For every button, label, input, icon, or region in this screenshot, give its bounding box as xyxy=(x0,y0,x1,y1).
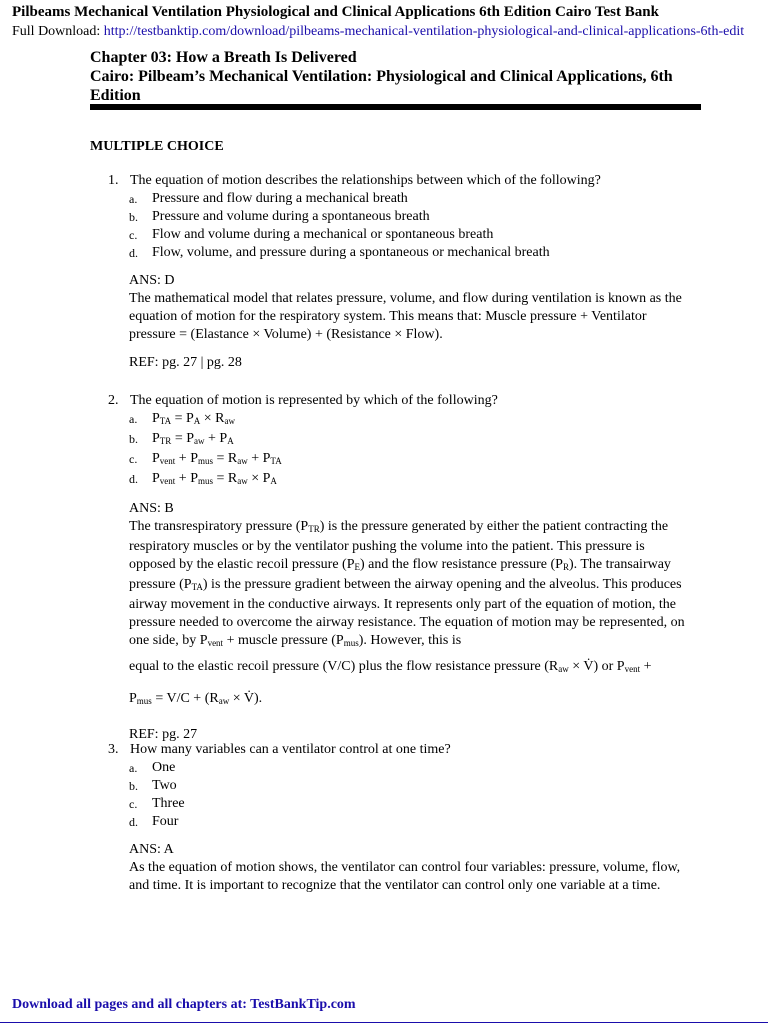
options-list xyxy=(129,759,708,831)
option-a xyxy=(129,410,708,430)
option-text: Pressure and flow during a mechanical breath xyxy=(152,191,408,206)
reference: REF: pg. 27 | pg. 28 xyxy=(129,355,242,370)
chapter-heading xyxy=(90,48,710,105)
question-number: 2. xyxy=(108,393,119,408)
option-text: Flow, volume, and pressure during a spontaneous or mechanical breath xyxy=(152,245,550,260)
option-letter: d. xyxy=(129,815,138,829)
option-letter: a. xyxy=(129,192,138,206)
option-formula: $P_{vent} + P_{mus} = R_{aw} \times P_A$ xyxy=(152,471,277,486)
page-title: Pilbeams Mechanical Ventilation Physiological and Clinical Applications 6th Edition Cairo Test Bank xyxy=(12,4,659,20)
heading-rule xyxy=(90,104,701,110)
option-letter: a. xyxy=(129,412,138,426)
option-b xyxy=(129,430,708,450)
option-formula: $P_{vent} + P_{mus} = R_{aw} + P_{TA}$ xyxy=(152,451,282,466)
option-letter: c. xyxy=(129,452,138,466)
subscript: aw xyxy=(194,436,205,446)
subscript: aw xyxy=(558,664,569,674)
footer-download-link[interactable]: Download all pages and all chapters at: TestBankTip.com xyxy=(12,997,356,1012)
subscript: mus xyxy=(136,696,152,706)
question-stem: The equation of motion describes the relationships between which of the following? xyxy=(130,173,601,188)
option-d xyxy=(129,244,708,262)
option-d xyxy=(129,813,708,831)
download-line xyxy=(12,24,744,40)
question-number: 1. xyxy=(108,173,119,188)
section-heading: MULTIPLE CHOICE xyxy=(90,139,224,154)
subscript: aw xyxy=(237,456,248,466)
option-c xyxy=(129,795,708,813)
option-text: Three xyxy=(152,796,185,811)
reference: REF: pg. 27 xyxy=(129,727,198,742)
option-c xyxy=(129,226,708,244)
subscript: E xyxy=(354,562,360,572)
option-letter: c. xyxy=(129,228,138,242)
option-text: Pressure and volume during a spontaneous breath xyxy=(152,209,430,224)
subscript: vent xyxy=(159,476,176,486)
subscript: mus xyxy=(343,638,359,648)
answer: ANS: A xyxy=(129,842,174,857)
subscript: R xyxy=(562,562,569,572)
answer: ANS: D xyxy=(129,273,175,288)
option-letter: c. xyxy=(129,797,138,811)
subscript: TA xyxy=(159,416,172,426)
option-a xyxy=(129,190,708,208)
options-list xyxy=(129,190,708,262)
explanation: The mathematical model that relates pressure, volume, and flow during ventilation is known as the equation of motion for the respiratory system. This means that: Muscle pressure + Ventilator pressure = (Elastance × Volume) + (Resistance × Flow). xyxy=(129,291,682,342)
option-d xyxy=(129,470,708,490)
subscript: mus xyxy=(197,456,213,466)
option-letter: b. xyxy=(129,432,138,446)
subscript: TA xyxy=(191,582,203,592)
subscript: aw xyxy=(224,416,235,426)
download-label: Full Download: xyxy=(12,24,104,39)
explanation-continued: equal to the elastic recoil pressure (V/C) plus the flow resistance pressure ($R_{aw}$ × V̇) or $P_{vent}$ + xyxy=(129,659,652,674)
subscript: vent xyxy=(624,664,641,674)
subscript: TA xyxy=(270,456,282,466)
subscript: aw xyxy=(218,696,230,706)
question-stem: The equation of motion is represented by which of the following? xyxy=(130,393,498,408)
subscript: vent xyxy=(159,456,176,466)
question-stem: How many variables can a ventilator control at one time? xyxy=(130,742,451,757)
download-link[interactable]: http://testbanktip.com/download/pilbeams-mechanical-ventilation-physiological-and-clinical-applications-6th-edit xyxy=(103,24,745,39)
question-3 xyxy=(108,741,708,895)
subscript: A xyxy=(193,416,201,426)
question-2 xyxy=(108,392,708,744)
subscript: vent xyxy=(207,638,224,648)
options-list xyxy=(129,410,708,490)
option-letter: a. xyxy=(129,761,138,775)
option-formula: $P_{TR} = P_{aw} + P_A$ xyxy=(152,431,234,446)
option-letter: b. xyxy=(129,210,138,224)
option-letter: d. xyxy=(129,472,138,486)
question-number: 3. xyxy=(108,742,119,757)
subscript: A xyxy=(227,436,234,446)
option-text: One xyxy=(152,760,176,775)
option-letter: b. xyxy=(129,779,138,793)
option-a xyxy=(129,759,708,777)
subscript: A xyxy=(270,476,277,486)
option-letter: d. xyxy=(129,246,138,260)
question-1 xyxy=(108,172,708,372)
explanation: As the equation of motion shows, the ventilator can control four variables: pressure, volume, flow, and time. It is important to recognize that the ventilator can control only one variable at a time. xyxy=(129,860,681,893)
answer: ANS: B xyxy=(129,501,174,516)
option-text: Two xyxy=(152,778,177,793)
option-text: Flow and volume during a mechanical or spontaneous breath xyxy=(152,227,494,242)
subscript: aw xyxy=(237,476,248,486)
option-b xyxy=(129,777,708,795)
footer-rule xyxy=(0,1022,768,1023)
explanation-formula: $P_{mus} = V/C + (R_{aw}$ × V̇). xyxy=(129,691,263,706)
book-title: Cairo: Pilbeam’s Mechanical Ventilation: Physiological and Clinical Applications, 6th Edition xyxy=(90,68,673,104)
option-b xyxy=(129,208,708,226)
subscript: mus xyxy=(197,476,213,486)
chapter-title: Chapter 03: How a Breath Is Delivered xyxy=(90,49,357,66)
option-text: Four xyxy=(152,814,179,829)
option-formula: $P_{TA} = P_A \times R_{aw}$ xyxy=(152,411,235,426)
explanation: The transrespiratory pressure $(P_{TR})$ is the pressure generated by either the patient contracting the respiratory muscles or by the ventilator pushing the volume into the patient. This pressure is opposed by the elastic recoil pressure $(P_E)$ and the flow resistance pressure $(P_R)$. The transairway pressure $(P_{TA})$ is the pressure gradient between the airway opening and the alveolus. This produces airway movement in the conductive airways. It represents only part of the equation of motion, the pressure needed to overcome the airway resistance. The equation of motion may be represented, on one side, by $P_{vent}$ + muscle pressure $(P_{mus})$. However, this is xyxy=(129,519,685,648)
subscript: TR xyxy=(159,436,172,446)
option-c xyxy=(129,450,708,470)
subscript: TR xyxy=(308,524,320,534)
